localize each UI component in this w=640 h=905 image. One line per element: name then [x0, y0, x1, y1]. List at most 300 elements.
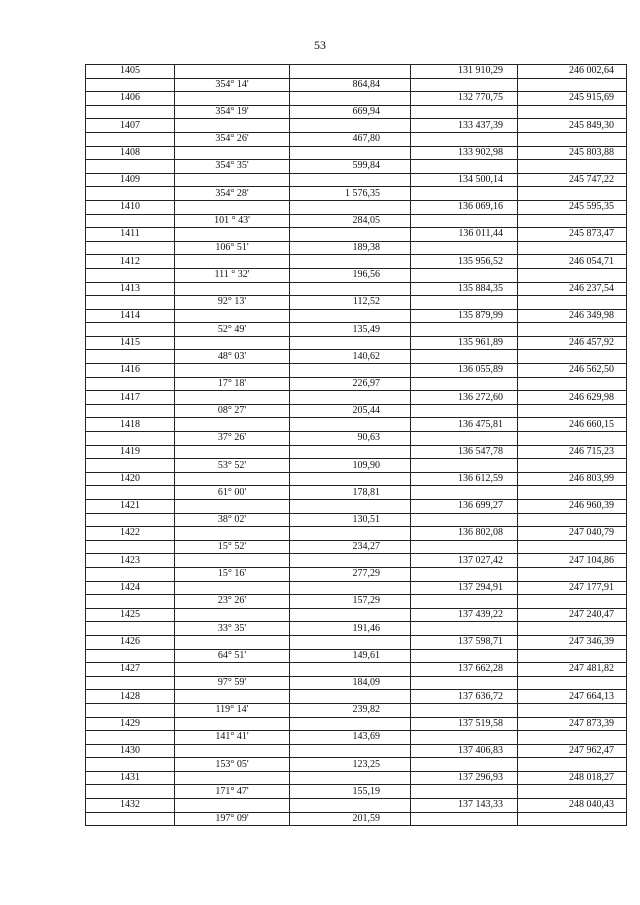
direction-angle-cell: 354° 26' — [175, 132, 290, 146]
point-number-cell — [86, 622, 175, 636]
distance-cell — [290, 119, 411, 133]
point-number-cell: 1426 — [86, 635, 175, 649]
y-coordinate-cell — [518, 513, 627, 527]
x-coordinate-cell: 136 547,78 — [411, 445, 518, 459]
table-row — [86, 635, 627, 649]
y-coordinate-cell: 245 915,69 — [518, 92, 627, 106]
direction-angle-cell: 08° 27' — [175, 404, 290, 418]
distance-cell: 191,46 — [290, 622, 411, 636]
point-number-cell — [86, 567, 175, 581]
table-row — [86, 92, 627, 106]
point-number-cell — [86, 350, 175, 364]
y-coordinate-cell: 246 715,23 — [518, 445, 627, 459]
point-number-cell — [86, 160, 175, 174]
table-row — [86, 187, 627, 201]
direction-angle-cell: 38° 02' — [175, 513, 290, 527]
direction-angle-cell — [175, 445, 290, 459]
y-coordinate-cell: 245 849,30 — [518, 119, 627, 133]
x-coordinate-cell: 137 636,72 — [411, 690, 518, 704]
point-number-cell — [86, 758, 175, 772]
point-number-cell: 1419 — [86, 445, 175, 459]
point-number-cell: 1427 — [86, 663, 175, 677]
point-number-cell — [86, 459, 175, 473]
table-row — [86, 527, 627, 541]
point-number-cell — [86, 513, 175, 527]
x-coordinate-cell — [411, 377, 518, 391]
distance-cell — [290, 554, 411, 568]
direction-angle-cell: 53° 52' — [175, 459, 290, 473]
distance-cell — [290, 255, 411, 269]
direction-angle-cell — [175, 799, 290, 813]
point-number-cell — [86, 105, 175, 119]
point-number-cell: 1422 — [86, 527, 175, 541]
x-coordinate-cell — [411, 404, 518, 418]
direction-angle-cell — [175, 635, 290, 649]
point-number-cell — [86, 241, 175, 255]
distance-cell — [290, 391, 411, 405]
direction-angle-cell — [175, 663, 290, 677]
x-coordinate-cell — [411, 241, 518, 255]
x-coordinate-cell — [411, 432, 518, 446]
table-row — [86, 132, 627, 146]
point-number-cell — [86, 323, 175, 337]
table-row — [86, 418, 627, 432]
x-coordinate-cell: 137 143,33 — [411, 799, 518, 813]
point-number-cell: 1428 — [86, 690, 175, 704]
point-number-cell: 1421 — [86, 500, 175, 514]
table-row — [86, 486, 627, 500]
table-row — [86, 323, 627, 337]
y-coordinate-cell — [518, 703, 627, 717]
x-coordinate-cell: 136 272,60 — [411, 391, 518, 405]
table-row — [86, 214, 627, 228]
y-coordinate-cell: 247 104,86 — [518, 554, 627, 568]
y-coordinate-cell — [518, 187, 627, 201]
y-coordinate-cell: 246 457,92 — [518, 336, 627, 350]
y-coordinate-cell: 247 346,39 — [518, 635, 627, 649]
table-row — [86, 228, 627, 242]
direction-angle-cell — [175, 744, 290, 758]
y-coordinate-cell — [518, 160, 627, 174]
point-number-cell: 1415 — [86, 336, 175, 350]
point-number-cell: 1423 — [86, 554, 175, 568]
table-row — [86, 595, 627, 609]
distance-cell: 284,05 — [290, 214, 411, 228]
coordinates-table — [85, 64, 627, 826]
point-number-cell: 1411 — [86, 228, 175, 242]
distance-cell — [290, 200, 411, 214]
direction-angle-cell — [175, 472, 290, 486]
distance-cell — [290, 663, 411, 677]
point-number-cell: 1417 — [86, 391, 175, 405]
x-coordinate-cell: 135 884,35 — [411, 282, 518, 296]
direction-angle-cell — [175, 608, 290, 622]
direction-angle-cell: 15° 16' — [175, 567, 290, 581]
direction-angle-cell — [175, 92, 290, 106]
y-coordinate-cell: 245 747,22 — [518, 173, 627, 187]
direction-angle-cell — [175, 554, 290, 568]
table-row — [86, 459, 627, 473]
y-coordinate-cell — [518, 812, 627, 826]
direction-angle-cell — [175, 309, 290, 323]
point-number-cell — [86, 78, 175, 92]
direction-angle-cell: 106° 51' — [175, 241, 290, 255]
x-coordinate-cell: 134 500,14 — [411, 173, 518, 187]
point-number-cell — [86, 296, 175, 310]
point-number-cell — [86, 703, 175, 717]
y-coordinate-cell: 246 054,71 — [518, 255, 627, 269]
x-coordinate-cell: 133 902,98 — [411, 146, 518, 160]
x-coordinate-cell — [411, 703, 518, 717]
distance-cell — [290, 418, 411, 432]
point-number-cell — [86, 540, 175, 554]
y-coordinate-cell — [518, 105, 627, 119]
distance-cell — [290, 173, 411, 187]
distance-cell — [290, 527, 411, 541]
point-number-cell — [86, 268, 175, 282]
x-coordinate-cell — [411, 567, 518, 581]
table-row — [86, 622, 627, 636]
direction-angle-cell: 101 ° 43' — [175, 214, 290, 228]
distance-cell: 226,97 — [290, 377, 411, 391]
x-coordinate-cell — [411, 812, 518, 826]
distance-cell — [290, 717, 411, 731]
x-coordinate-cell: 137 598,71 — [411, 635, 518, 649]
distance-cell: 143,69 — [290, 731, 411, 745]
table-row — [86, 771, 627, 785]
distance-cell: 123,25 — [290, 758, 411, 772]
direction-angle-cell: 354° 19' — [175, 105, 290, 119]
table-row — [86, 146, 627, 160]
direction-angle-cell — [175, 364, 290, 378]
point-number-cell: 1431 — [86, 771, 175, 785]
table-row — [86, 391, 627, 405]
table-row — [86, 731, 627, 745]
distance-cell: 157,29 — [290, 595, 411, 609]
x-coordinate-cell: 135 956,52 — [411, 255, 518, 269]
direction-angle-cell — [175, 65, 290, 79]
x-coordinate-cell: 137 294,91 — [411, 581, 518, 595]
point-number-cell: 1409 — [86, 173, 175, 187]
table-row — [86, 744, 627, 758]
y-coordinate-cell — [518, 350, 627, 364]
point-number-cell — [86, 785, 175, 799]
distance-cell — [290, 690, 411, 704]
point-number-cell — [86, 812, 175, 826]
distance-cell — [290, 309, 411, 323]
direction-angle-cell: 52° 49' — [175, 323, 290, 337]
table-row — [86, 173, 627, 187]
x-coordinate-cell — [411, 486, 518, 500]
table-row — [86, 78, 627, 92]
point-number-cell: 1425 — [86, 608, 175, 622]
distance-cell — [290, 799, 411, 813]
y-coordinate-cell — [518, 432, 627, 446]
point-number-cell: 1407 — [86, 119, 175, 133]
direction-angle-cell — [175, 581, 290, 595]
x-coordinate-cell — [411, 785, 518, 799]
point-number-cell: 1414 — [86, 309, 175, 323]
distance-cell: 140,62 — [290, 350, 411, 364]
y-coordinate-cell — [518, 622, 627, 636]
y-coordinate-cell: 246 349,98 — [518, 309, 627, 323]
table-row — [86, 377, 627, 391]
table-row — [86, 567, 627, 581]
x-coordinate-cell: 133 437,39 — [411, 119, 518, 133]
x-coordinate-cell — [411, 214, 518, 228]
table-row — [86, 812, 627, 826]
y-coordinate-cell — [518, 595, 627, 609]
table-row — [86, 717, 627, 731]
x-coordinate-cell: 132 770,75 — [411, 92, 518, 106]
y-coordinate-cell: 245 873,47 — [518, 228, 627, 242]
point-number-cell — [86, 214, 175, 228]
direction-angle-cell: 17° 18' — [175, 377, 290, 391]
y-coordinate-cell: 245 803,88 — [518, 146, 627, 160]
point-number-cell — [86, 377, 175, 391]
direction-angle-cell — [175, 255, 290, 269]
table-row — [86, 268, 627, 282]
direction-angle-cell — [175, 282, 290, 296]
direction-angle-cell: 354° 28' — [175, 187, 290, 201]
distance-cell: 135,49 — [290, 323, 411, 337]
table-row — [86, 105, 627, 119]
x-coordinate-cell — [411, 540, 518, 554]
y-coordinate-cell — [518, 676, 627, 690]
y-coordinate-cell — [518, 486, 627, 500]
distance-cell — [290, 472, 411, 486]
table-row — [86, 404, 627, 418]
point-number-cell: 1429 — [86, 717, 175, 731]
x-coordinate-cell — [411, 758, 518, 772]
distance-cell — [290, 65, 411, 79]
y-coordinate-cell — [518, 132, 627, 146]
direction-angle-cell: 119° 14' — [175, 703, 290, 717]
direction-angle-cell: 92° 13' — [175, 296, 290, 310]
distance-cell: 201,59 — [290, 812, 411, 826]
page-number: 53 — [314, 38, 326, 52]
distance-cell: 599,84 — [290, 160, 411, 174]
y-coordinate-cell — [518, 404, 627, 418]
y-coordinate-cell: 246 660,15 — [518, 418, 627, 432]
x-coordinate-cell: 137 027,42 — [411, 554, 518, 568]
direction-angle-cell: 111 ° 32' — [175, 268, 290, 282]
x-coordinate-cell: 137 519,58 — [411, 717, 518, 731]
table-row — [86, 676, 627, 690]
table-row — [86, 758, 627, 772]
distance-cell — [290, 445, 411, 459]
direction-angle-cell — [175, 418, 290, 432]
direction-angle-cell — [175, 391, 290, 405]
y-coordinate-cell — [518, 758, 627, 772]
table-row — [86, 296, 627, 310]
x-coordinate-cell: 137 439,22 — [411, 608, 518, 622]
point-number-cell — [86, 187, 175, 201]
distance-cell — [290, 146, 411, 160]
y-coordinate-cell: 246 002,64 — [518, 65, 627, 79]
direction-angle-cell — [175, 527, 290, 541]
table-row — [86, 119, 627, 133]
table-row — [86, 649, 627, 663]
y-coordinate-cell: 247 040,79 — [518, 527, 627, 541]
x-coordinate-cell: 136 069,16 — [411, 200, 518, 214]
y-coordinate-cell — [518, 649, 627, 663]
y-coordinate-cell: 246 629,98 — [518, 391, 627, 405]
direction-angle-cell: 354° 14' — [175, 78, 290, 92]
distance-cell: 184,09 — [290, 676, 411, 690]
x-coordinate-cell — [411, 350, 518, 364]
direction-angle-cell: 37° 26' — [175, 432, 290, 446]
table-row — [86, 785, 627, 799]
x-coordinate-cell — [411, 595, 518, 609]
x-coordinate-cell — [411, 132, 518, 146]
table-row — [86, 364, 627, 378]
table-row — [86, 500, 627, 514]
x-coordinate-cell: 136 802,08 — [411, 527, 518, 541]
y-coordinate-cell: 247 873,39 — [518, 717, 627, 731]
y-coordinate-cell: 246 960,39 — [518, 500, 627, 514]
table-row — [86, 445, 627, 459]
direction-angle-cell: 97° 59' — [175, 676, 290, 690]
point-number-cell: 1410 — [86, 200, 175, 214]
y-coordinate-cell — [518, 296, 627, 310]
y-coordinate-cell — [518, 214, 627, 228]
table-row — [86, 309, 627, 323]
distance-cell — [290, 608, 411, 622]
point-number-cell: 1405 — [86, 65, 175, 79]
distance-cell — [290, 581, 411, 595]
direction-angle-cell: 171° 47' — [175, 785, 290, 799]
distance-cell: 669,94 — [290, 105, 411, 119]
y-coordinate-cell: 247 177,91 — [518, 581, 627, 595]
x-coordinate-cell — [411, 296, 518, 310]
distance-cell: 90,63 — [290, 432, 411, 446]
distance-cell — [290, 336, 411, 350]
point-number-cell: 1406 — [86, 92, 175, 106]
direction-angle-cell: 48° 03' — [175, 350, 290, 364]
y-coordinate-cell: 247 481,82 — [518, 663, 627, 677]
y-coordinate-cell — [518, 268, 627, 282]
point-number-cell: 1416 — [86, 364, 175, 378]
distance-cell — [290, 228, 411, 242]
point-number-cell: 1420 — [86, 472, 175, 486]
point-number-cell — [86, 432, 175, 446]
y-coordinate-cell — [518, 78, 627, 92]
direction-angle-cell — [175, 336, 290, 350]
direction-angle-cell: 141° 41' — [175, 731, 290, 745]
direction-angle-cell — [175, 200, 290, 214]
y-coordinate-cell — [518, 540, 627, 554]
table-row — [86, 336, 627, 350]
x-coordinate-cell — [411, 268, 518, 282]
distance-cell: 112,52 — [290, 296, 411, 310]
x-coordinate-cell: 131 910,29 — [411, 65, 518, 79]
y-coordinate-cell: 246 803,99 — [518, 472, 627, 486]
distance-cell — [290, 500, 411, 514]
x-coordinate-cell: 136 475,81 — [411, 418, 518, 432]
direction-angle-cell — [175, 173, 290, 187]
point-number-cell: 1424 — [86, 581, 175, 595]
point-number-cell: 1432 — [86, 799, 175, 813]
x-coordinate-cell — [411, 160, 518, 174]
y-coordinate-cell — [518, 377, 627, 391]
y-coordinate-cell: 247 962,47 — [518, 744, 627, 758]
table-row — [86, 282, 627, 296]
distance-cell: 155,19 — [290, 785, 411, 799]
table-row — [86, 513, 627, 527]
direction-angle-cell: 61° 00' — [175, 486, 290, 500]
distance-cell: 239,82 — [290, 703, 411, 717]
distance-cell — [290, 282, 411, 296]
direction-angle-cell: 153° 05' — [175, 758, 290, 772]
table-row — [86, 663, 627, 677]
point-number-cell — [86, 649, 175, 663]
table-row — [86, 608, 627, 622]
direction-angle-cell — [175, 119, 290, 133]
point-number-cell: 1413 — [86, 282, 175, 296]
point-number-cell — [86, 132, 175, 146]
y-coordinate-cell: 245 595,35 — [518, 200, 627, 214]
table-row — [86, 200, 627, 214]
x-coordinate-cell — [411, 187, 518, 201]
x-coordinate-cell: 137 296,93 — [411, 771, 518, 785]
point-number-cell: 1408 — [86, 146, 175, 160]
x-coordinate-cell — [411, 323, 518, 337]
x-coordinate-cell: 135 961,89 — [411, 336, 518, 350]
point-number-cell: 1418 — [86, 418, 175, 432]
point-number-cell: 1430 — [86, 744, 175, 758]
distance-cell: 205,44 — [290, 404, 411, 418]
x-coordinate-cell — [411, 105, 518, 119]
distance-cell: 277,29 — [290, 567, 411, 581]
direction-angle-cell — [175, 771, 290, 785]
y-coordinate-cell — [518, 731, 627, 745]
table-row — [86, 703, 627, 717]
distance-cell: 1 576,35 — [290, 187, 411, 201]
table-row — [86, 554, 627, 568]
y-coordinate-cell: 247 664,13 — [518, 690, 627, 704]
x-coordinate-cell: 136 055,89 — [411, 364, 518, 378]
direction-angle-cell: 15° 52' — [175, 540, 290, 554]
y-coordinate-cell — [518, 459, 627, 473]
x-coordinate-cell: 137 662,28 — [411, 663, 518, 677]
distance-cell: 864,84 — [290, 78, 411, 92]
x-coordinate-cell: 136 699,27 — [411, 500, 518, 514]
table-row — [86, 432, 627, 446]
table-row — [86, 350, 627, 364]
table-row — [86, 581, 627, 595]
x-coordinate-cell: 137 406,83 — [411, 744, 518, 758]
x-coordinate-cell: 135 879,99 — [411, 309, 518, 323]
table-row — [86, 799, 627, 813]
y-coordinate-cell — [518, 241, 627, 255]
x-coordinate-cell — [411, 513, 518, 527]
y-coordinate-cell — [518, 567, 627, 581]
point-number-cell — [86, 404, 175, 418]
distance-cell — [290, 744, 411, 758]
distance-cell — [290, 364, 411, 378]
x-coordinate-cell: 136 011,44 — [411, 228, 518, 242]
distance-cell: 130,51 — [290, 513, 411, 527]
y-coordinate-cell: 248 018,27 — [518, 771, 627, 785]
distance-cell — [290, 771, 411, 785]
point-number-cell — [86, 486, 175, 500]
direction-angle-cell — [175, 146, 290, 160]
distance-cell: 149,61 — [290, 649, 411, 663]
direction-angle-cell — [175, 500, 290, 514]
direction-angle-cell: 33° 35' — [175, 622, 290, 636]
x-coordinate-cell — [411, 649, 518, 663]
